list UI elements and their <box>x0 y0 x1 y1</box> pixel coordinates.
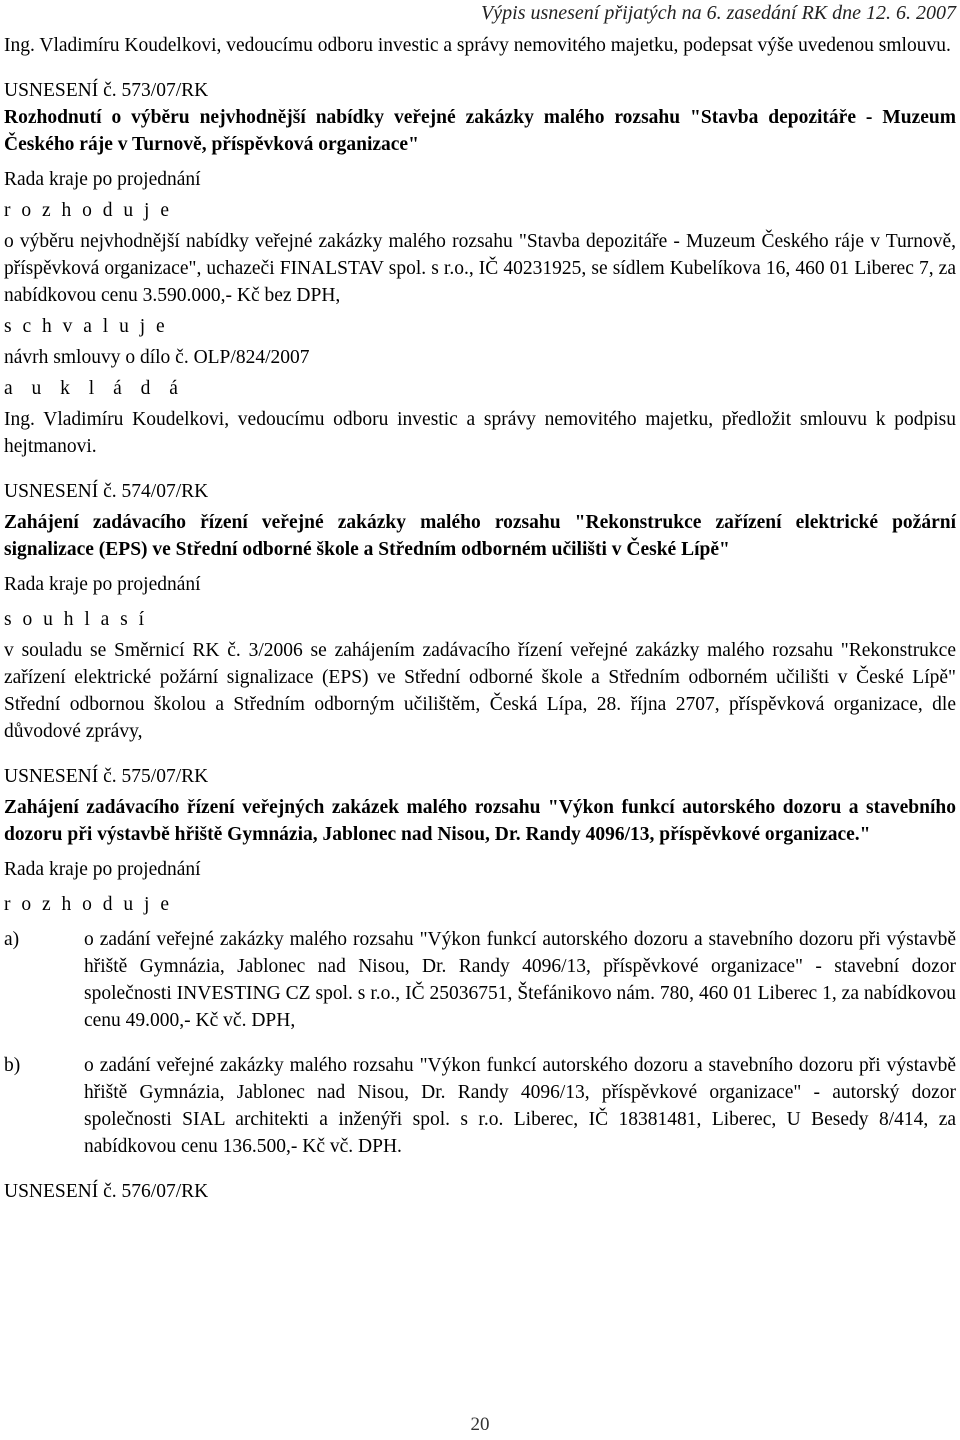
intro-paragraph: Ing. Vladimíru Koudelkovi, vedoucímu odboru investic a správy nemovitého majetku, podepsat výše uvedenou smlouvu. <box>4 35 951 56</box>
resolution-title: Rozhodnutí o výběru nejvhodnější nabídky veřejné zakázky malého rozsahu "Stavba depozitáře - Muzeum Českého ráje v Turnově, příspěvková organizace" <box>4 107 956 155</box>
resolution-573 <box>4 77 956 460</box>
resolution-number: USNESENÍ č. 575/07/RK <box>4 766 209 787</box>
resolution-number: USNESENÍ č. 576/07/RK <box>4 1181 209 1202</box>
list-marker: b) <box>4 1055 21 1076</box>
approval-verb: s c h v a l u j e <box>4 316 168 337</box>
resolution-title: Zahájení zadávacího řízení veřejných zakázek malého rozsahu "Výkon funkcí autorského dozoru a stavebního dozoru při výstavbě hřiště Gymnázia, Jablonec nad Nisou, Dr. Randy 4096/13, příspěvkové organizace." <box>4 797 956 845</box>
list-item <box>4 926 956 1034</box>
page-header: Výpis usnesení přijatých na 6. zasedání RK dne 12. 6. 2007 <box>481 2 956 24</box>
list-item-text: o zadání veřejné zakázky malého rozsahu "Výkon funkcí autorského dozoru a stavebního dozoru při výstavbě hřiště Gymnázia, Jablonec nad Nisou, Dr. Randy 4096/13, příspěvkové organizace" - stavební dozor společnosti INVESTING CZ spol. s r.o., IČ 25036751, Štefánikovo nám. 780, 460 01 Liberec 1, za nabídkovou cenu 49.000,- Kč vč. DPH, <box>84 929 956 1031</box>
decision-verb: r o z h o d u j e <box>4 200 172 221</box>
resolution-575 <box>4 763 956 1160</box>
decision-verb: r o z h o d u j e <box>4 894 172 915</box>
page-number: 20 <box>470 1414 490 1435</box>
approval-text: návrh smlouvy o dílo č. OLP/824/2007 <box>4 347 310 368</box>
document-body <box>4 32 956 1205</box>
list-item <box>4 1052 956 1160</box>
council-line: Rada kraje po projednání <box>4 574 201 595</box>
resolution-576 <box>4 1178 956 1205</box>
assignment-text: Ing. Vladimíru Koudelkovi, vedoucímu odboru investic a správy nemovitého majetku, předložit smlouvu k podpisu hejtmanovi. <box>4 409 956 457</box>
council-line: Rada kraje po projednání <box>4 169 201 190</box>
decision-text: o výběru nejvhodnější nabídky veřejné zakázky malého rozsahu "Stavba depozitáře - Muzeum Českého ráje v Turnově, příspěvková organizace", uchazeči FINALSTAV spol. s r.o., IČ 40231925, se sídlem Kubelíkova 16, 460 01 Liberec 7, za nabídkovou cenu 3.590.000,- Kč bez DPH, <box>4 231 956 306</box>
resolution-number: USNESENÍ č. 573/07/RK <box>4 80 209 101</box>
consent-verb: s o u h l a s í <box>4 609 148 630</box>
resolution-number: USNESENÍ č. 574/07/RK <box>4 481 209 502</box>
resolution-574 <box>4 478 956 745</box>
consent-text: v souladu se Směrnicí RK č. 3/2006 se zahájením zadávacího řízení veřejné zakázky malého rozsahu "Rekonstrukce zařízení elektrické požární signalizace (EPS) ve Střední odborné škole a Středním odborném učilišti v České Lípě" Střední odbornou školou a Středním odborným učilištěm, Česká Lípa, 28. října 2707, příspěvková organizace, dle důvodové zprávy, <box>4 640 956 742</box>
assignment-verb: a u k l á d á <box>4 378 185 399</box>
council-line: Rada kraje po projednání <box>4 859 201 880</box>
list-marker: a) <box>4 929 20 950</box>
resolution-title: Zahájení zadávacího řízení veřejné zakázky malého rozsahu "Rekonstrukce zařízení elektrické požární signalizace (EPS) ve Střední odborné škole a Středním odborném učilišti v České Lípě" <box>4 512 956 560</box>
list-item-text: o zadání veřejné zakázky malého rozsahu "Výkon funkcí autorského dozoru a stavebního dozoru při výstavbě hřiště Gymnázia, Jablonec nad Nisou, Dr. Randy 4096/13, příspěvkové organizace" - autorský dozor společnosti SIAL architekti a inženýři spol. s r.o. Liberec, IČ 18381481, Liberec, U Besedy 8/414, za nabídkovou cenu 136.500,- Kč vč. DPH. <box>84 1055 956 1157</box>
